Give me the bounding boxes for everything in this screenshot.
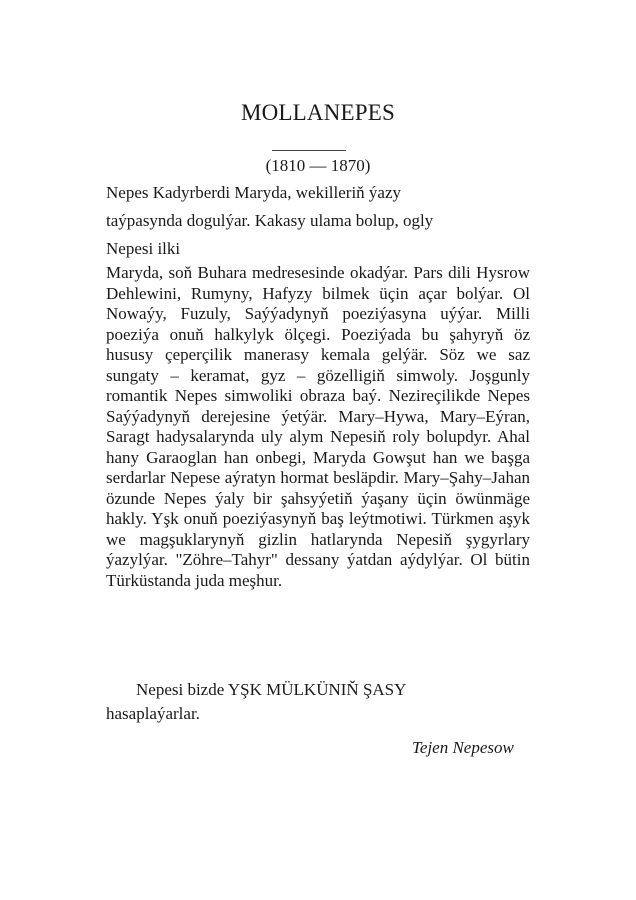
closing-paragraph	[106, 678, 530, 726]
body-paragraph: Maryda, soň Buhara medresesinde okadýar. Pars dili Hysrow Dehlewini, Rumyny, Hafyzy bilmek üçin açar bolýar. Ol Nowaýy, Fuzuly, Saýýadynyň poeziýasyna uýýar. Milli poeziýa onuň halkylyk ölçegi. Poeziýada bu şahyryň öz hususy çeperçilik manerasy kemala gelýär. Söz we saz sungaty – keramat, gyz – gözelligiň simwoly. Joşgunly romantik Nepes simwoliki obraza baý. Nezireçilikde Nepes Saýýadynyň derejesine ýetýär. Mary–Hywa, Mary–Eýran, Saragt hadysalarynda uly alym Nepesiň roly bolupdyr. Ahal hany Garaoglan han onbegi, Maryda Gowşut han we başga serdarlar Nepese aýratyn hormat besläpdir. Mary–Şahy–Jahan özunde Nepes ýaly bir şahsyýetiň ýaşany üçin öwünmäge hakly. Yşk onuň poeziýasynyň baş leýtmotiwi. Türkmen aşyk we magşuklarynyň gizlin hatlarynda Nepesiň şygyrlary ýazylýar. "Zöhre–Tahyr" dessany ýatdan aýdylýar. Ol bütin Türküstanda juda meşhur.	[106, 263, 530, 590]
author-signature: Tejen Nepesow	[412, 738, 514, 757]
page-title: MOLLANEPES	[240, 100, 396, 125]
intro-line: Nepes Kadyrberdi Maryda, wekilleriň ýazy	[106, 183, 402, 202]
closing-line: hasaplaýarlar.	[106, 704, 200, 723]
intro-line: Nepesi ilki	[106, 239, 181, 258]
title-divider	[272, 150, 346, 151]
closing-line: Nepesi bizde YŞK MÜLKÜNIŇ ŞASY	[136, 680, 407, 699]
life-years: (1810 — 1870)	[265, 156, 371, 175]
intro-line: taýpasynda dogulýar. Kakasy ulama bolup, ogly	[106, 211, 434, 230]
